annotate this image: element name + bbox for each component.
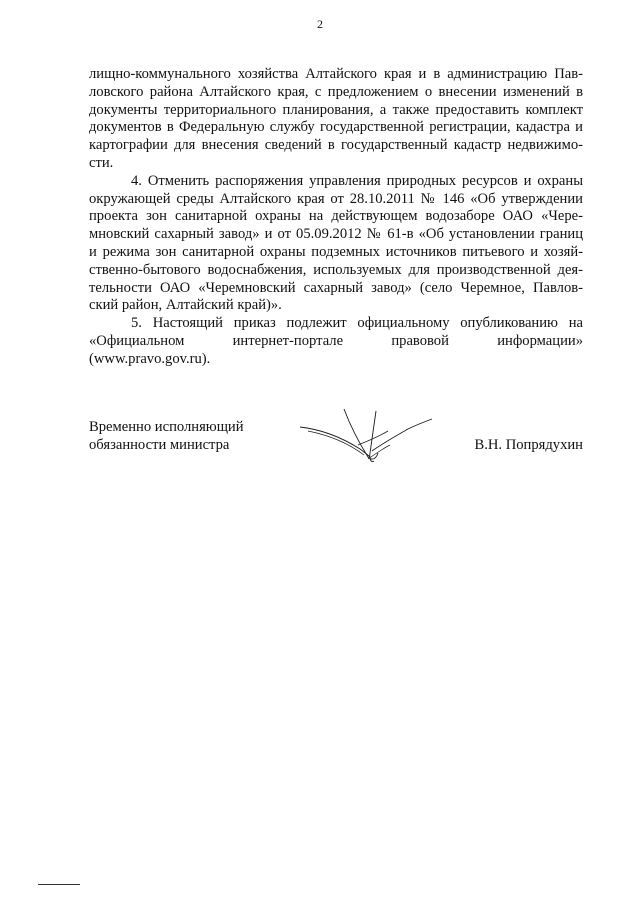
- text-line: картографии для внесения сведений в государственный кадастр недвижимо-: [89, 137, 583, 154]
- text-line: ский район, Алтайский край)».: [89, 297, 282, 314]
- signatory-name: В.Н. Попрядухин: [474, 437, 583, 453]
- signatory-title-line: Временно исполняющий: [89, 419, 244, 435]
- text-line: сти.: [89, 154, 114, 171]
- paragraph: [89, 173, 583, 315]
- text-line: (www.pravo.gov.ru).: [89, 350, 211, 367]
- text-line: окружающей среды Алтайского края от 28.10.2011 № 146 «Об утверждении: [89, 190, 583, 207]
- page-number: 2: [317, 17, 323, 31]
- document-body: [89, 66, 583, 369]
- text-line: 4. Отменить распоряжения управления природных ресурсов и охраны: [131, 172, 583, 189]
- signatory-title: [89, 419, 244, 455]
- handwritten-signature: [298, 405, 438, 467]
- paragraph: [89, 315, 583, 368]
- text-line: ственно-бытового водоснабжения, используемых для производственной дея-: [89, 261, 583, 278]
- paragraph: [89, 66, 583, 173]
- text-line: и режима зон санитарной охраны подземных источников питьевого и хозяй-: [89, 243, 583, 260]
- text-line: документов в Федеральную службу государственной регистрации, кадастра и: [89, 119, 583, 136]
- signatory-title-line: обязанности министра: [89, 436, 230, 453]
- text-line: проекта зон санитарной охраны на действующем водозаборе ОАО «Чере-: [89, 208, 583, 225]
- text-line: ловского района Алтайского края, с предложением о внесении изменений в: [89, 83, 583, 100]
- text-line: «Официальном интернет-портале правовой информации»: [89, 332, 583, 349]
- text-line: мновский сахарный завод» и от 05.09.2012 № 61-в «Об установлении границ: [89, 226, 583, 243]
- text-line: лищно-коммунального хозяйства Алтайского края и в администрацию Пав-: [89, 66, 583, 82]
- text-line: тельности ОАО «Черемновский сахарный завод» (село Черемное, Павлов-: [89, 279, 583, 296]
- text-line: документы территориального планирования, а также предоставить комплект: [89, 101, 583, 118]
- footer-divider: [38, 884, 80, 885]
- text-line: 5. Настоящий приказ подлежит официальному опубликованию на: [131, 315, 583, 332]
